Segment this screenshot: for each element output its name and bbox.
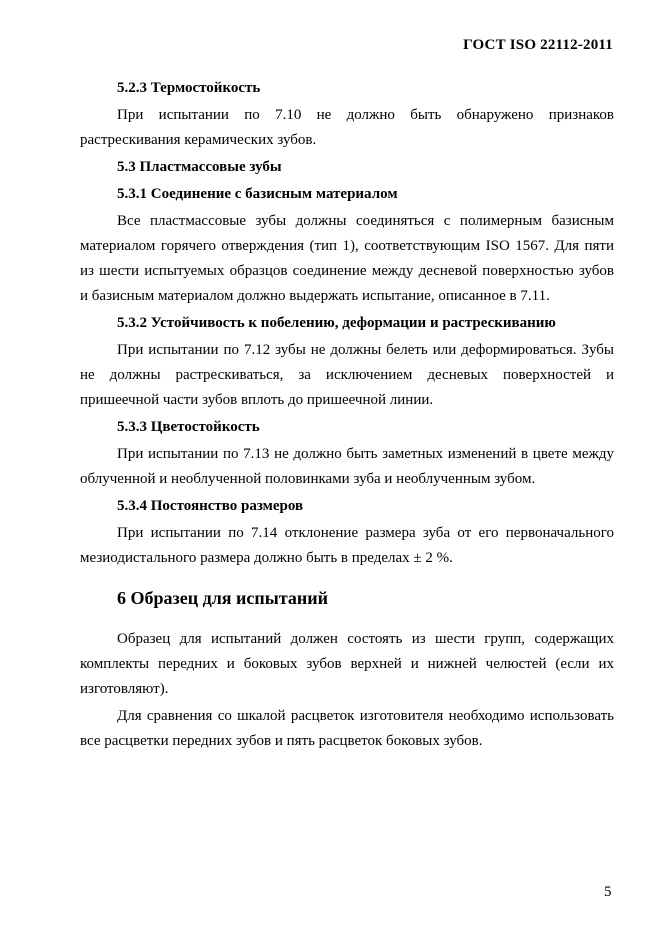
document-body bbox=[80, 76, 614, 756]
subsection-heading-5-3: 5.3 Пластмассовые зубы bbox=[117, 159, 282, 175]
subsection-heading-5-2-3: 5.2.3 Термостойкость bbox=[117, 80, 261, 96]
paragraph: При испытании по 7.14 отклонение размера зуба от его первоначального мезиодистального размера должно быть в пределах ± 2 %. bbox=[80, 525, 614, 566]
page-number: 5 bbox=[604, 884, 612, 900]
document-header: ГОСТ ISO 22112-2011 bbox=[463, 37, 613, 53]
paragraph: Все пластмассовые зубы должны соединяться с полимерным базисным материалом горячего отверждения (тип 1), соответствующим ISO 1567. Для пяти из шести испытуемых образцов соединение между десневой поверхностью зубов и базисным материалом должно выдержать испытание, описанное в 7.11. bbox=[80, 213, 614, 304]
subsection-heading-5-3-1: 5.3.1 Соединение с базисным материалом bbox=[117, 186, 398, 202]
subsection-heading-5-3-3: 5.3.3 Цветостойкость bbox=[117, 419, 260, 435]
paragraph: При испытании по 7.12 зубы не должны белеть или деформироваться. Зубы не должны растрескиваться, за исключением десневых поверхностей и пришеечной части зубов вплоть до пришеечной линии. bbox=[80, 342, 614, 408]
paragraph: Образец для испытаний должен состоять из шести групп, содержащих комплекты передних и боковых зубов верхней и нижней челюстей (если их изготовляют). bbox=[80, 631, 614, 697]
subsection-heading-5-3-2: 5.3.2 Устойчивость к побелению, деформации и растрескиванию bbox=[117, 315, 556, 331]
subsection-heading-5-3-4: 5.3.4 Постоянство размеров bbox=[117, 498, 304, 514]
paragraph: При испытании по 7.13 не должно быть заметных изменений в цвете между облученной и необлученной половинками зуба и необлученным зубом. bbox=[80, 446, 614, 487]
section-heading-6: 6 Образец для испытаний bbox=[117, 588, 329, 608]
paragraph: При испытании по 7.10 не должно быть обнаружено признаков растрескивания керамических зубов. bbox=[80, 107, 614, 148]
paragraph: Для сравнения со шкалой расцветок изготовителя необходимо использовать все расцветки передних зубов и пять расцветок боковых зубов. bbox=[80, 708, 614, 749]
